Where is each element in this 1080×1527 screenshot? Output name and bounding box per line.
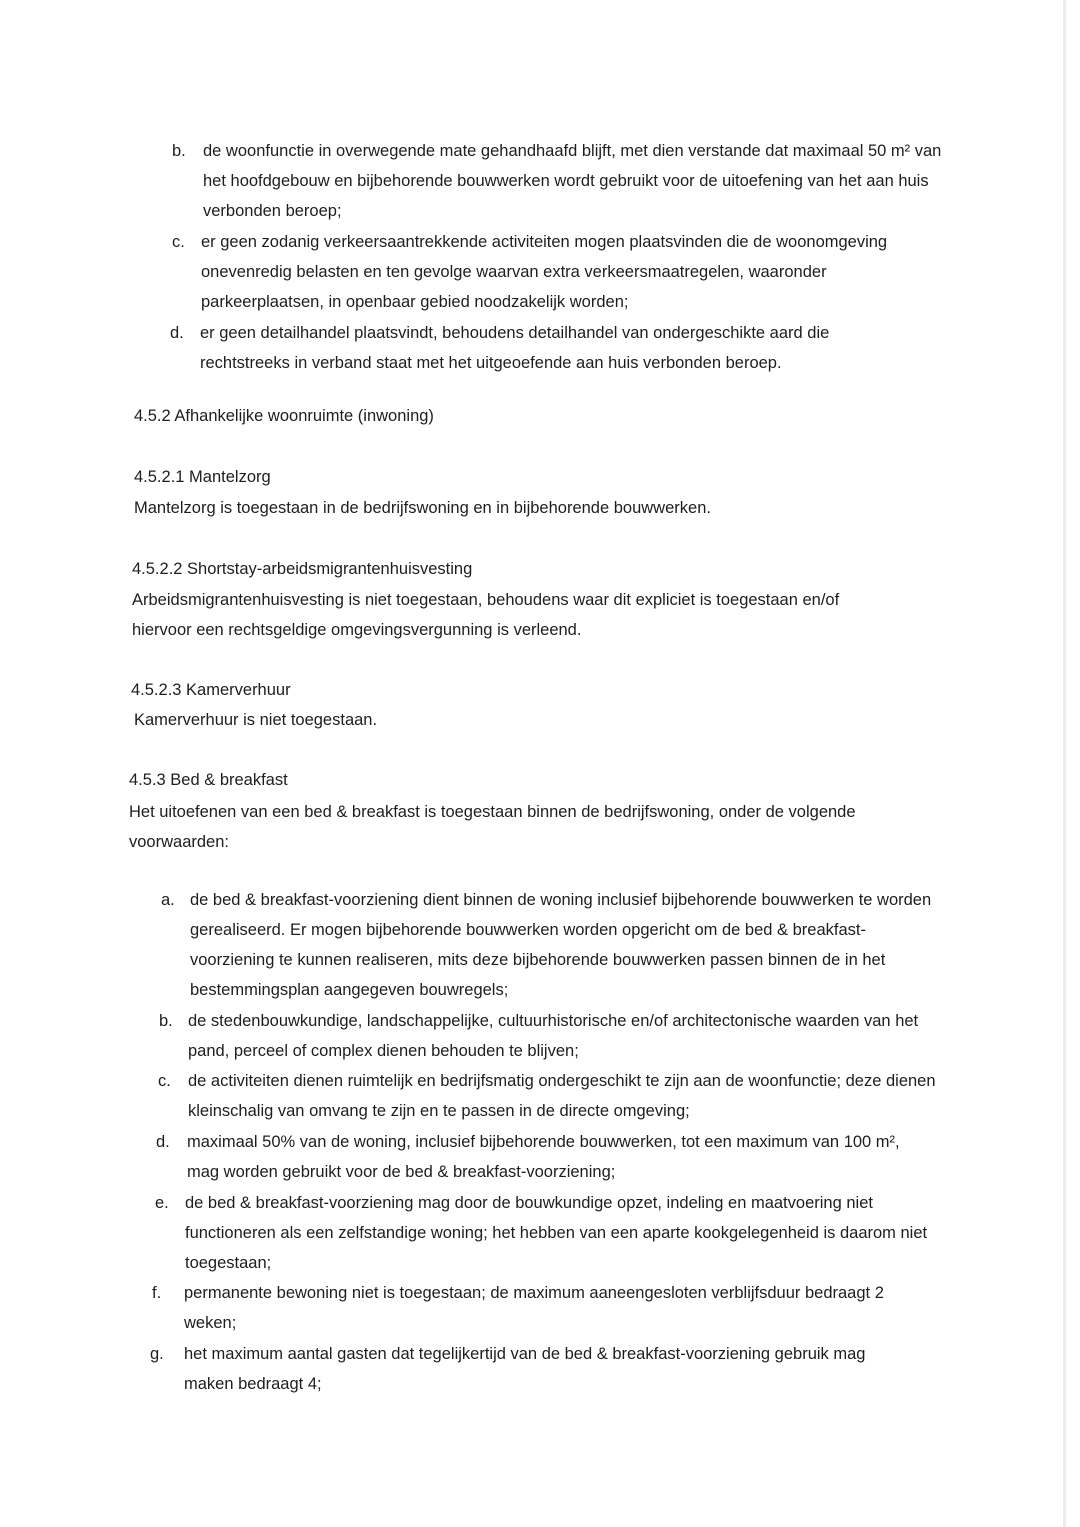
list-marker: e. xyxy=(155,1194,169,1212)
list-text: er geen detailhandel plaatsvindt, behoudens detailhandel van ondergeschikte aard die rechtstreeks in verband staat met het uitgeoefende aan huis verbonden beroep. xyxy=(200,324,830,372)
list-text: de bed & breakfast-voorziening mag door de bouwkundige opzet, indeling en maatvoering niet functioneren als een zelfstandige woning; het hebben van een aparte kookgelegenheid is daarom niet toegestaan; xyxy=(185,1194,928,1272)
list-text: de bed & breakfast-voorziening dient binnen de woning inclusief bijbehorende bouwwerken te worden gerealiseerd. Er mogen bijbehorende bouwwerken worden opgericht om de bed & breakfast-voorziening te kunnen realiseren, mits deze bijbehorende bouwwerken passen binnen de in het bestemmingsplan aangegeven bouwregels; xyxy=(190,891,932,999)
list-item xyxy=(159,1006,939,1066)
list-text: maximaal 50% van de woning, inclusief bijbehorende bouwwerken, tot een maximum van 100 m², mag worden gebruikt voor de bed & breakfast-voorziening; xyxy=(187,1133,900,1181)
list-marker: b. xyxy=(159,1012,173,1030)
list-text: de activiteiten dienen ruimtelijk en bedrijfsmatig ondergeschikt te zijn aan de woonfunctie; deze dienen kleinschalig van omvang te zijn en te passen in de directe omgeving; xyxy=(188,1072,936,1120)
section-body: Het uitoefenen van een bed & breakfast is toegestaan binnen de bedrijfswoning, onder de volgende voorwaarden: xyxy=(129,803,856,851)
list-text: de stedenbouwkundige, landschappelijke, cultuurhistorische en/of architectonische waarden van het pand, perceel of complex dienen behouden te blijven; xyxy=(188,1012,919,1060)
list-item xyxy=(172,136,942,226)
section-body: Mantelzorg is toegestaan in de bedrijfswoning en in bijbehorende bouwwerken. xyxy=(134,499,711,517)
section-heading: 4.5.2.3 Kamerverhuur xyxy=(131,681,291,699)
section-body: Kamerverhuur is niet toegestaan. xyxy=(134,711,378,729)
list-item xyxy=(158,1066,938,1126)
list-item xyxy=(156,1127,916,1187)
list-marker: f. xyxy=(152,1284,162,1302)
list-marker: g. xyxy=(150,1345,164,1363)
section-heading: 4.5.2 Afhankelijke woonruimte (inwoning) xyxy=(134,407,434,425)
list-marker: d. xyxy=(170,324,184,342)
list-item xyxy=(161,885,941,1005)
list-marker: d. xyxy=(156,1133,170,1151)
section-body: Arbeidsmigrantenhuisvesting is niet toegestaan, behoudens waar dit expliciet is toegestaan en/of hiervoor een rechtsgeldige omgevingsvergunning is verleend. xyxy=(132,591,840,639)
list-marker: b. xyxy=(172,142,186,160)
list-item xyxy=(172,227,928,317)
list-item xyxy=(155,1188,935,1278)
scan-edge xyxy=(1063,0,1066,1527)
list-marker: a. xyxy=(161,891,175,909)
list-text: het maximum aantal gasten dat tegelijkertijd van de bed & breakfast-voorziening gebruik mag maken bedraagt 4; xyxy=(184,1345,866,1393)
section-heading: 4.5.2.2 Shortstay-arbeidsmigrantenhuisvesting xyxy=(132,560,473,578)
section-heading: 4.5.2.1 Mantelzorg xyxy=(134,468,271,486)
list-marker: c. xyxy=(172,233,185,251)
list-item xyxy=(170,318,870,378)
list-item xyxy=(152,1278,932,1338)
list-text: de woonfunctie in overwegende mate gehandhaafd blijft, met dien verstande dat maximaal 50 m² van het hoofdgebouw en bijbehorende bouwwerken wordt gebruikt voor de uitoefening van het aan huis verbonden beroep; xyxy=(203,142,942,220)
list-text: permanente bewoning niet is toegestaan; de maximum aaneengesloten verblijfsduur bedraagt 2 weken; xyxy=(184,1284,884,1332)
list-marker: c. xyxy=(158,1072,171,1090)
section-heading: 4.5.3 Bed & breakfast xyxy=(129,771,288,789)
list-text: er geen zodanig verkeersaantrekkende activiteiten mogen plaatsvinden die de woonomgeving onevenredig belasten en ten gevolge waarvan extra verkeersmaatregelen, waaronder parkeerplaatsen, in openbaar gebied noodzakelijk worden; xyxy=(201,233,888,311)
list-item xyxy=(150,1339,910,1399)
